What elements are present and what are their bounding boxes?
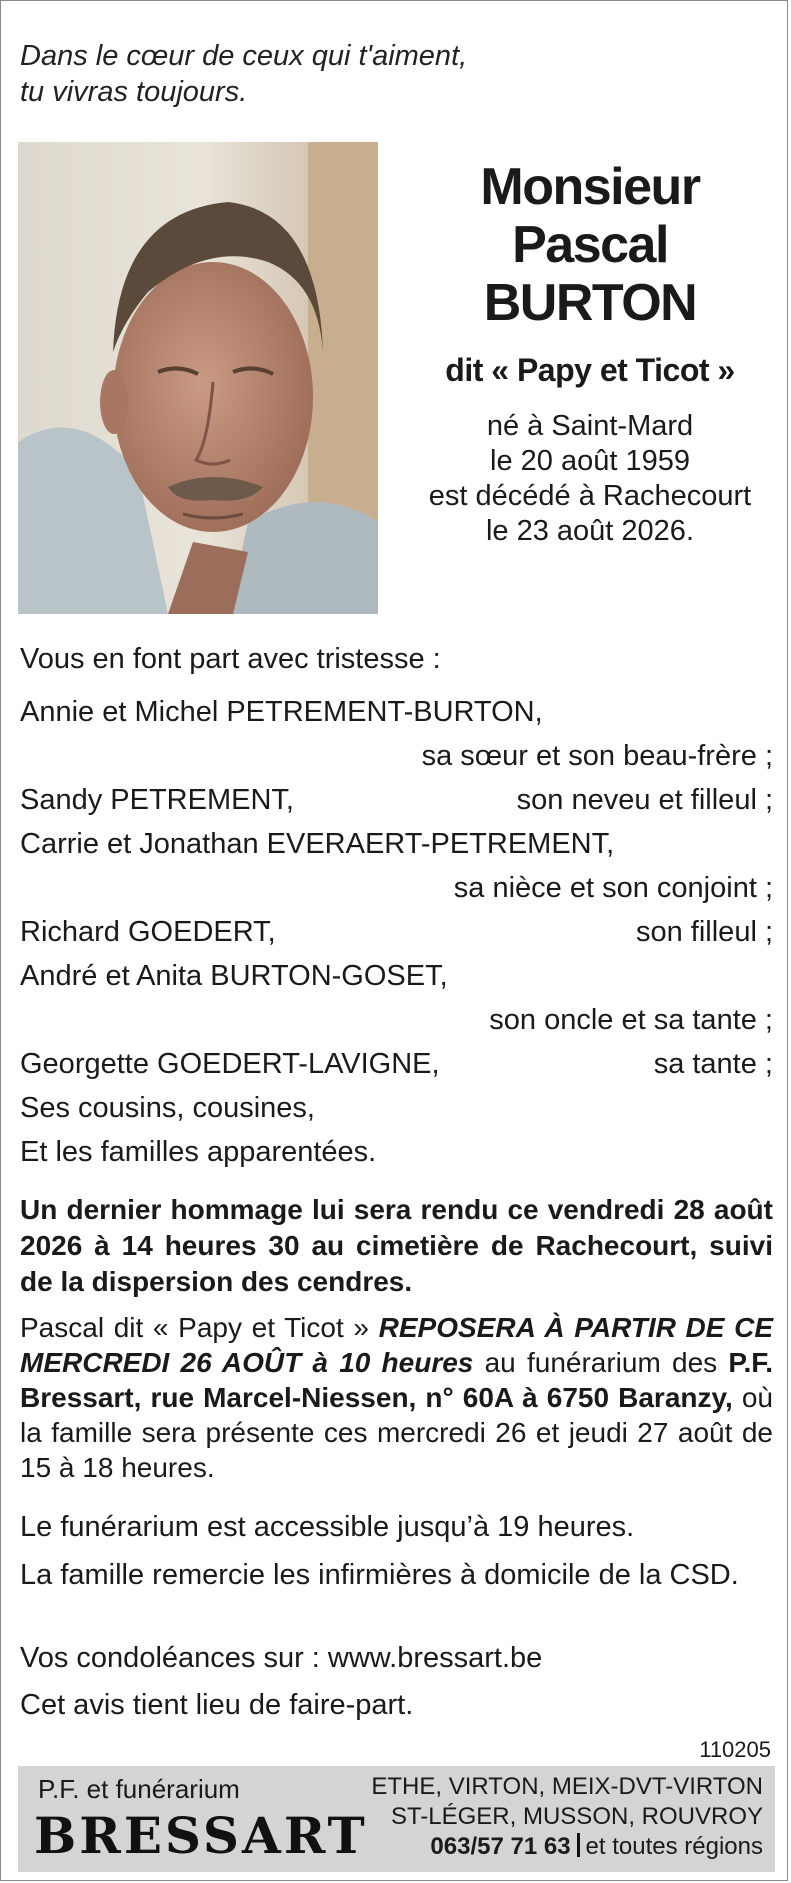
nickname: dit « Papy et Ticot »: [445, 352, 735, 388]
family-name: Annie et Michel PETREMENT-BURTON,: [20, 696, 543, 728]
family-name: Ses cousins, cousines,: [20, 1092, 315, 1124]
family-name: Richard GOEDERT,: [20, 916, 276, 948]
pf-label: P.F. et funérarium: [38, 1774, 240, 1804]
family-name: Sandy PETREMENT,: [20, 784, 294, 816]
family-list: [20, 696, 773, 1180]
family-row: [20, 916, 773, 960]
locations-line: ST-LÉGER, MUSSON, ROUVROY: [390, 1803, 763, 1830]
family-name: André et Anita BURTON-GOSET,: [20, 960, 448, 992]
family-row: [20, 872, 773, 916]
family-name: Carrie et Jonathan EVERAERT-PETREMENT,: [20, 828, 615, 860]
notice-text: Cet avis tient lieu de faire-part.: [20, 1689, 414, 1721]
portrait-photo: [18, 142, 378, 614]
birth-line: est décédé à Rachecourt: [428, 480, 752, 512]
family-relation: sa tante ;: [653, 1048, 773, 1080]
locations-line: ETHE, VIRTON, MEIX-DVT-VIRTON: [371, 1773, 763, 1800]
family-relation: sa sœur et son beau-frère ;: [421, 740, 773, 772]
family-row: [20, 696, 773, 740]
family-relation: son filleul ;: [635, 916, 773, 948]
repose-date: REPOSERA À PARTIR DE CE MERCREDI 26 AOÛT à 10 heures: [20, 1312, 774, 1378]
repose-paragraph: [20, 1310, 773, 1485]
funeral-home-address: P.F. Bressart, rue Marcel-Niessen, n° 60A à 6750 Baranzy,: [20, 1347, 773, 1413]
repose-text: Pascal dit « Papy et Ticot »: [20, 1312, 379, 1343]
funeral-home-banner: [18, 1766, 775, 1872]
epigraph-line: tu vivras toujours.: [20, 76, 248, 108]
family-name: Georgette GOEDERT-LAVIGNE,: [20, 1048, 440, 1080]
family-row: [20, 1048, 773, 1092]
homage-paragraph: Un dernier hommage lui sera rendu ce vendredi 28 août 2026 à 14 heures 30 au cimetière de Rachecourt, suivi de la dispersion des cendres.: [20, 1194, 773, 1297]
phone-number[interactable]: 063/57 71 63: [430, 1833, 571, 1860]
family-row: [20, 740, 773, 784]
contact-line: [371, 1832, 763, 1862]
repose-text: au funérarium des: [473, 1347, 729, 1378]
family-name: Et les familles apparentées.: [20, 1136, 377, 1168]
family-row: [20, 960, 773, 1004]
deceased-header: [400, 158, 780, 549]
thanks-text: La famille remercie les infirmières à domicile de la CSD.: [20, 1559, 739, 1591]
family-relation: son oncle et sa tante ;: [489, 1004, 773, 1036]
family-row: [20, 828, 773, 872]
family-row: [20, 1092, 773, 1136]
honorific: Monsieur: [480, 158, 700, 216]
family-row: [20, 1136, 773, 1180]
epigraph-line: Dans le cœur de ceux qui t'aiment,: [20, 40, 468, 72]
family-row: [20, 784, 773, 828]
brand-logo: BRESSART: [34, 1806, 368, 1865]
locations: [371, 1772, 763, 1862]
repose-text: où la famille sera présente ces mercredi 26 et jeudi 27 août de 15 à 18 heures.: [20, 1382, 773, 1483]
last-name: BURTON: [483, 274, 697, 332]
separator: [577, 1833, 580, 1857]
family-row: [20, 1004, 773, 1048]
reference-number: 110205: [699, 1737, 771, 1762]
family-relation: son neveu et filleul ;: [516, 784, 773, 816]
birth-line: le 20 août 1959: [490, 445, 690, 477]
portrait-image: [18, 142, 378, 614]
birth-line: né à Saint-Mard: [486, 410, 694, 442]
condolences-link[interactable]: Vos condoléances sur : www.bressart.be: [20, 1642, 543, 1674]
birth-details: [400, 409, 780, 549]
family-relation: sa nièce et son conjoint ;: [453, 872, 773, 904]
regions-text: et toutes régions: [585, 1833, 763, 1860]
birth-line: le 23 août 2026.: [485, 515, 694, 547]
intro-text: Vous en font part avec tristesse :: [20, 643, 441, 675]
epigraph: [20, 38, 467, 110]
access-text: Le funérarium est accessible jusqu’à 19 heures.: [20, 1511, 635, 1543]
first-name: Pascal: [512, 216, 668, 274]
